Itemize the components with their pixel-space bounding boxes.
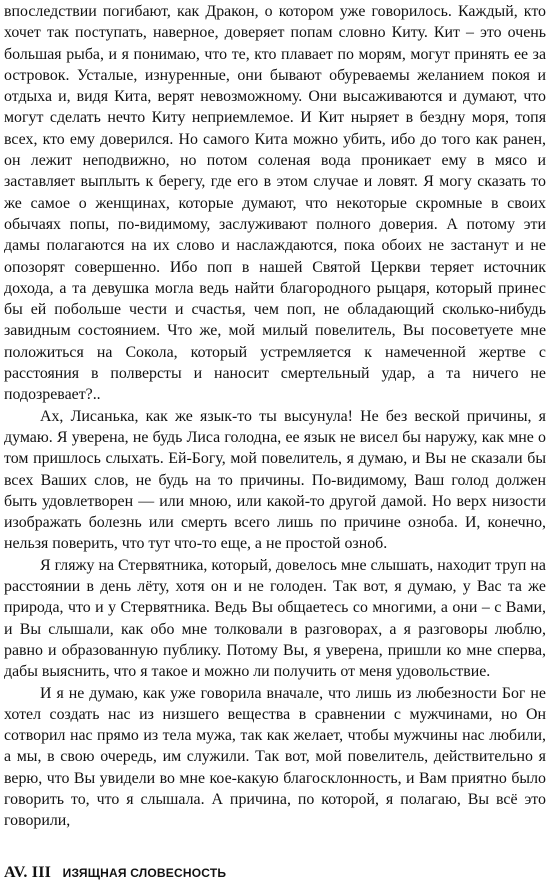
paragraph-3: Я гляжу на Стервятника, который, довелось мне слышать, находит труп на расстоянии в день лёту, хотя он и не голоден. Так вот, я думаю, у Вас та же природа, что и у Стервятника. Ведь Вы общаетесь со многими, а они – с Вами, и Вы слышали, как обо мне толковали в разговорах, а я разговоры люблю, равно и образованную публику. Потому Вы, я уверена, пришли ко мне сперва, дабы выяснить, что я такое и можно ли получить от меня удовольствие. bbox=[4, 556, 546, 681]
paragraph-1: впоследствии погибают, как Дракон, о котором уже говорилось. Каждый, кто хочет так поступать, наверное, доверяет попам словно Киту. Кит – это очень большая рыба, и я понимаю, что те, кто плавает по морям, могут принять ее за островок. Усталые, изнуренные, они бывают обуреваемы желанием покоя и отдыха и, видя Кита, верят невозможному. Они высаживаются и думают, что могут сделать нечто Киту неприемлемое. И Кит ныряет в бездну моря, топя всех, кто ему доверился. Но самого Кита можно убить, ибо до того как ранен, он лежит неподвижно, но потом соленая вода проникает ему в мясо и заставляет выплыть к берегу, где его в этом случае и ловят. Я могу сказать то же самое о женщинах, которые думают, что некоторые скромные в своих обычаях попы, по-видимому, заслуживают полного доверия. А потому эти дамы полагаются на их слово и наслаждаются, пока обоих не застанут и не опозорят совершенно. Ибо поп в нашей Святой Церкви теряет источник дохода, а та девушка могла ведь найти благородного рыцаря, который принес бы ей побольше чести и счастья, чем поп, не обладающий сколько-нибудь завидным состоянием. Что же, мой милый повелитель, Вы посоветуете мне положиться на Сокола, который устремляется к намеченной жертве с расстояния в полверсты и наносит смертельный удар, а та ничего не подозревает?.. bbox=[4, 3, 546, 404]
paragraph-2: Ах, Лисанька, как же язык-то ты высунула! Не без веской причины, я думаю. Я уверена, не будь Лиса голодна, ее язык не висел бы наружу, как мне о том пришлось слыхать. Ей-Богу, мой повелитель, я думаю, и Вы не сказали бы всех Ваших слов, не будь на то причины. По-видимому, Ваш голод должен быть удовлетворен — или мною, или какой-то другой дамой. Но верх низости изображать болезнь или смерть всего лишь по причине озноба. И, конечно, нельзя поверить, что тут что-то еще, а не простой озноб. bbox=[4, 407, 546, 553]
page-footer bbox=[4, 864, 226, 882]
paragraph-4: И я не думаю, как уже говорила вначале, что лишь из любезности Бог не хотел создать нас из низшего вещества в сравнении с мужчинами, но Он сотворил нас прямо из тела мужа, так как желает, чтобы мужчины нас любили, а мы, в свою очередь, им служили. Так вот, мой повелитель, действительно я верю, что Вы увидели во мне кое-какую благосклонность, и Вам приятно было говорить то, что я слышала. А причина, по которой, я полагаю, Вы всё это говорили, bbox=[4, 684, 546, 830]
body-text bbox=[4, 1, 546, 832]
section-title: ИЗЯЩНАЯ СЛОВЕСНОСТЬ bbox=[62, 866, 227, 880]
issue-number: AV. III bbox=[4, 864, 52, 881]
